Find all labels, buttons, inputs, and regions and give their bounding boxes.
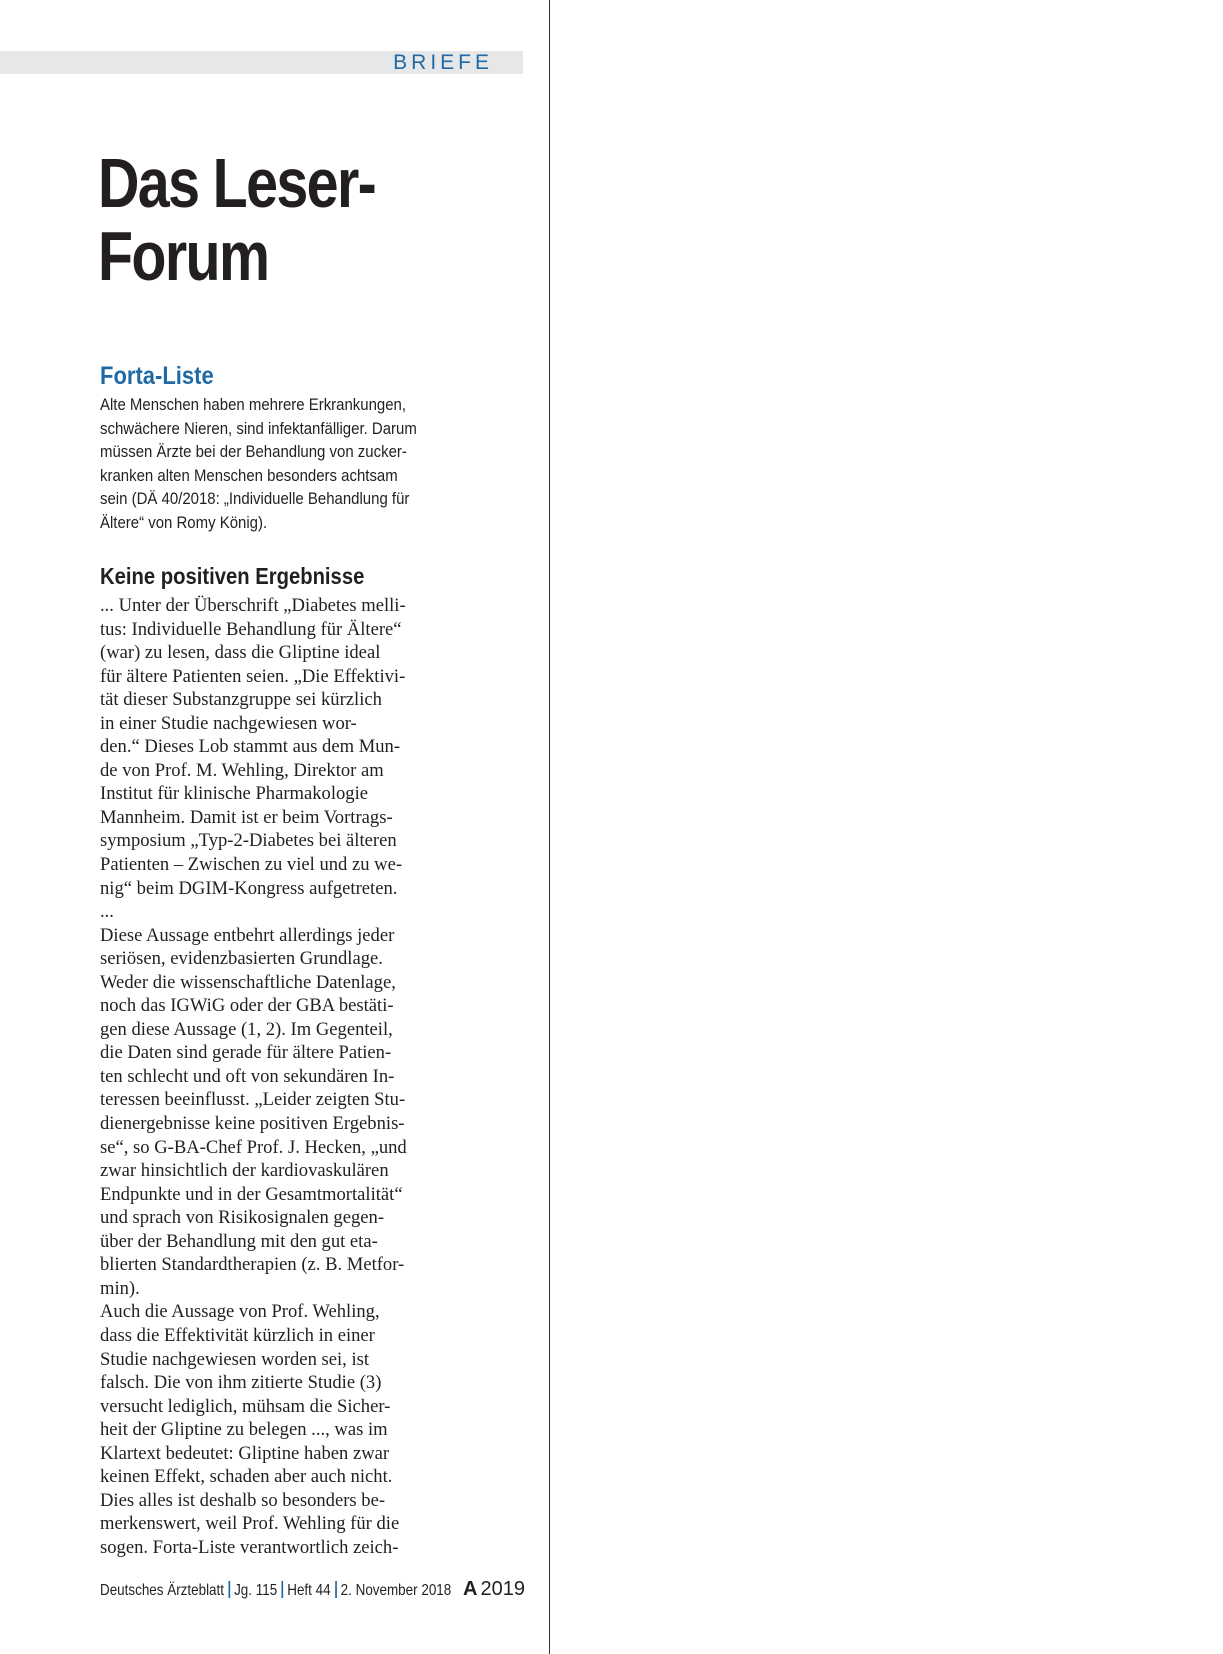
letter-line: seriösen, evidenzbasierten Grundlage. — [100, 948, 383, 970]
footer-issue: Heft 44 — [287, 1582, 331, 1599]
letter-line: Weder die wissenschaftliche Datenlage, — [100, 971, 396, 993]
letter-line: Patienten – Zwischen zu viel und zu we- — [100, 854, 403, 876]
page-prefix: A — [463, 1578, 478, 1600]
letter-line: und sprach von Risikosignalen gegen- — [100, 1207, 385, 1229]
letter-line: über der Behandlung mit den gut eta- — [100, 1230, 378, 1252]
letter-line: ten schlecht und oft von sekundären In- — [100, 1065, 395, 1087]
footer-date: 2. November 2018 — [340, 1582, 452, 1599]
intro-line: kranken alten Menschen besonders achtsam — [100, 465, 398, 485]
section-header-bar — [0, 51, 523, 74]
letter-line: ... Unter der Überschrift „Diabetes melli- — [100, 595, 406, 616]
letter-line: dass die Effektivität kürzlich in einer — [100, 1324, 375, 1346]
footer-journal: Deutsches Ärzteblatt — [100, 1582, 225, 1599]
letter-line: ... — [100, 901, 114, 923]
footer-volume: Jg. 115 — [234, 1582, 278, 1599]
page-title — [98, 144, 442, 295]
footer-separator — [228, 1581, 230, 1598]
intro-line: sein (DÄ 40/2018: „Individuelle Behandlung für — [100, 489, 410, 508]
intro-line: Alte Menschen haben mehrere Erkrankungen, — [100, 395, 407, 414]
letter-line: falsch. Die von ihm zitierte Studie (3) — [100, 1372, 382, 1394]
letter-line: tät dieser Substanzgruppe sei kürzlich — [100, 689, 382, 711]
letter-line: versucht lediglich, mühsam die Sicher- — [100, 1395, 391, 1417]
letter-line: se“, so G-BA-Chef Prof. J. Hecken, „und — [100, 1136, 407, 1158]
column-divider — [549, 0, 550, 1654]
letter-line: keinen Effekt, schaden aber auch nicht. — [100, 1466, 393, 1488]
page-title-line-1: Das Leser- — [98, 144, 376, 222]
footer-separator — [335, 1581, 337, 1598]
letter-line: (war) zu lesen, dass die Gliptine ideal — [100, 642, 381, 664]
page-title-line-2: Forum — [98, 217, 269, 295]
letter-line: Endpunkte und in der Gesamtmortalität“ — [100, 1183, 403, 1205]
letter-line: dienergebnisse keine positiven Ergebnis- — [100, 1113, 405, 1135]
letter-line: Mannheim. Damit ist er beim Vortrags- — [100, 806, 393, 828]
page-number-value: 2019 — [480, 1578, 525, 1600]
letter-headline: Keine positiven Ergebnisse — [100, 563, 365, 589]
letter-line: Studie nachgewiesen worden sei, ist — [100, 1348, 370, 1370]
letter-line: für ältere Patienten seien. „Die Effektivi- — [100, 665, 406, 687]
letter-line: Diese Aussage entbehrt allerdings jeder — [100, 924, 395, 946]
letter-line: den.“ Dieses Lob stammt aus dem Mun- — [100, 736, 401, 758]
footer-separator — [281, 1581, 283, 1598]
letter-line: noch das IGWiG oder der GBA bestäti- — [100, 995, 394, 1017]
letter-line: merkenswert, weil Prof. Wehling für die — [100, 1513, 400, 1535]
letter-line: gen diese Aussage (1, 2). Im Gegenteil, — [100, 1018, 393, 1040]
letter-line: teressen beeinflusst. „Leider zeigten Stu- — [100, 1089, 406, 1111]
letter-line: Auch die Aussage von Prof. Wehling, — [100, 1301, 380, 1323]
letter-line: Institut für klinische Pharmakologie — [100, 783, 369, 805]
letter-line: nig“ beim DGIM-Kongress aufgetreten. — [100, 877, 398, 899]
intro-line: Ältere“ von Romy König). — [100, 512, 268, 532]
letter-line: sogen. Forta-Liste verantwortlich zeich- — [100, 1536, 399, 1558]
topic-intro — [100, 393, 417, 534]
letter-line: Klartext bedeutet: Gliptine haben zwar — [100, 1442, 390, 1464]
letter-line: heit der Gliptine zu belegen ..., was im — [100, 1419, 388, 1441]
intro-line: müssen Ärzte bei der Behandlung von zucker- — [100, 442, 407, 461]
intro-line: schwächere Nieren, sind infektanfälliger. Darum — [100, 418, 417, 438]
letter-line: in einer Studie nachgewiesen wor- — [100, 712, 357, 734]
letter-line: blierten Standardtherapien (z. B. Metfor- — [100, 1254, 405, 1276]
letter-line: tus: Individuelle Behandlung für Ältere“ — [100, 618, 402, 640]
page-number — [463, 1578, 525, 1601]
letter-body — [100, 594, 440, 1559]
letter-line: min). — [100, 1277, 140, 1299]
letter-line: de von Prof. M. Wehling, Direktor am — [100, 759, 384, 781]
topic-kicker: Forta-Liste — [100, 362, 214, 390]
letter-line: Dies alles ist deshalb so besonders be- — [100, 1489, 386, 1511]
letter-line: zwar hinsichtlich der kardiovaskulären — [100, 1160, 389, 1182]
section-label: BRIEFE — [393, 51, 493, 74]
letter-line: symposium „Typ-2-Diabetes bei älteren — [100, 830, 397, 852]
letter-line: die Daten sind gerade für ältere Patien- — [100, 1042, 392, 1064]
footer-citation — [100, 1581, 451, 1600]
